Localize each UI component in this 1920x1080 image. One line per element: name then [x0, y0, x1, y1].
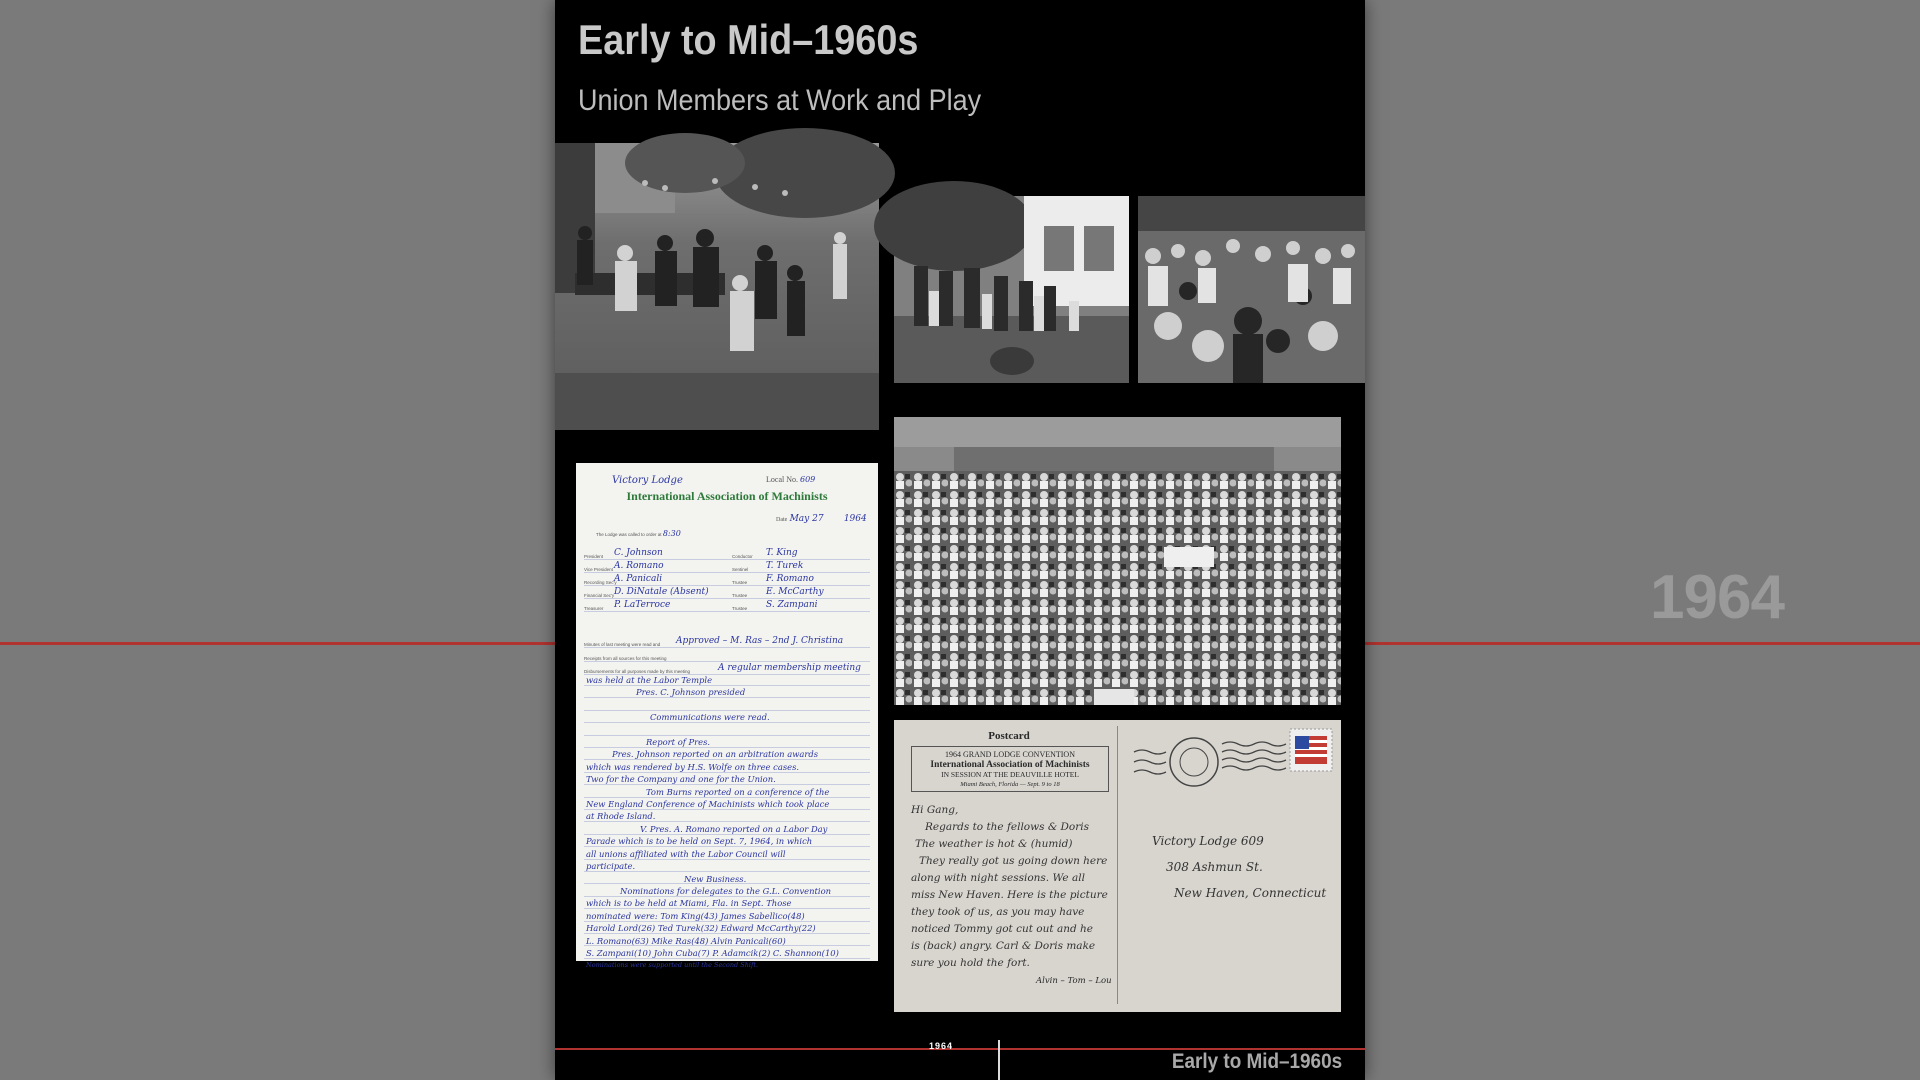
- photo-convention-hall-audience: [894, 417, 1341, 705]
- footer-title: Early to Mid–1960s: [1171, 1050, 1342, 1073]
- doc-call-to-order-label: The Lodge was called to order at: [596, 532, 662, 537]
- doc-officer-label: President: [584, 554, 604, 559]
- doc-officer-label: Conductor: [732, 554, 753, 559]
- postcard-signature: Alvin – Tom – Lou: [1036, 976, 1112, 986]
- postcard-box-line: International Association of Machinists: [930, 760, 1090, 770]
- page-title: Early to Mid–1960s: [578, 16, 919, 63]
- doc-minutes-value: Approved – M. Ras – 2nd J. Christina: [676, 636, 844, 646]
- convention-postcard: [894, 720, 1341, 1012]
- footer-year-marker: [998, 1040, 1000, 1080]
- doc-receipts-label: Receipts from all sources for this meeting: [584, 656, 667, 661]
- photo-crowd-gathering: [1138, 196, 1365, 383]
- doc-date-year: 1964: [843, 514, 867, 524]
- footer-year: 1964: [929, 1041, 954, 1051]
- postcard-box-line: 1964 GRAND LODGE CONVENTION: [945, 750, 1075, 759]
- postcard-message-line: They really got us going down here: [919, 855, 1108, 867]
- postcard-message-line: The weather is hot & (humid): [915, 838, 1073, 850]
- postcard-divider: [1117, 726, 1118, 1004]
- doc-text-line: Nominations were supported until the Second Shift.: [586, 961, 759, 970]
- doc-officer-label: Financial Sec'y: [584, 593, 615, 598]
- doc-ruled-line: [584, 661, 870, 662]
- doc-text-line: Pres. C. Johnson presided: [636, 687, 746, 698]
- doc-text-line: [586, 724, 872, 736]
- postcard-address: [1152, 828, 1337, 906]
- postcard-heading: Postcard: [988, 730, 1030, 742]
- doc-text-line: V. Pres. A. Romano reported on a Labor Day: [640, 823, 828, 834]
- doc-lodge-number-label: Local No.: [766, 475, 798, 484]
- doc-disbursements-value: A regular membership meeting: [718, 663, 861, 673]
- doc-ruled-line: [584, 647, 870, 648]
- doc-officer-value: C. Johnson: [614, 548, 663, 558]
- postcard-message-line: is (back) angry. Carl & Doris make: [911, 940, 1096, 952]
- doc-text-line: at Rhode Island.: [586, 811, 656, 822]
- doc-text-line: S. Zampani(10) John Cuba(7) P. Adamcik(2) C. Shannon(10): [586, 947, 839, 958]
- doc-officer-label: Trustee: [732, 580, 748, 585]
- doc-officer-value: T. King: [766, 548, 798, 558]
- postcard-message-line: along with night sessions. We all: [911, 872, 1085, 884]
- doc-officer-value: A. Romano: [614, 561, 664, 571]
- doc-organization: International Association of Machinists: [626, 489, 828, 503]
- doc-text-line: Communications were read.: [650, 712, 770, 723]
- doc-text-line: Nominations for delegates to the G.L. Convention: [620, 885, 832, 896]
- doc-ruled-line: [584, 598, 870, 599]
- postcard-message-line: Regards to the fellows & Doris: [925, 821, 1090, 833]
- doc-lodge-name: Victory Lodge: [612, 475, 683, 486]
- doc-officer-value: A. Panicali: [614, 574, 663, 584]
- doc-lodge-number-value: 609: [800, 475, 816, 484]
- doc-officer-label: Sentinel: [732, 567, 749, 572]
- doc-call-to-order: [596, 529, 681, 538]
- doc-text-line: Harold Lord(26) Ted Turek(32) Edward McCarthy(22): [586, 923, 816, 934]
- side-year-label: 1964: [1650, 563, 1784, 632]
- document-page: [555, 0, 1365, 1080]
- doc-officer-label: Recording Sec'y: [584, 580, 617, 585]
- postcard-address-line: 308 Ashmun St.: [1166, 860, 1263, 874]
- doc-officer-value: D. DiNatale (Absent): [614, 587, 709, 597]
- doc-officer-value: P. LaTerroce: [614, 600, 671, 610]
- photo-picnic-food-table: [555, 143, 879, 430]
- doc-text-line: was held at the Labor Temple: [586, 675, 713, 685]
- flag-stamp-icon: [1289, 728, 1333, 772]
- doc-time: 8:30: [662, 529, 681, 538]
- photo-crowd-outside-house: [894, 196, 1129, 383]
- postcard-message-line: Hi Gang,: [911, 804, 959, 816]
- postcard-message-line: sure you hold the fort.: [911, 957, 1030, 969]
- doc-text-line: participate.: [586, 861, 636, 872]
- doc-text-line: [586, 699, 872, 711]
- doc-officer-value: F. Romano: [766, 574, 814, 584]
- doc-text-line: which is to be held at Miami, Fla. in Sept. Those: [586, 898, 792, 909]
- doc-minutes-label: Minutes of last meeting were read and: [584, 642, 661, 647]
- doc-date: [776, 513, 867, 524]
- doc-text-line: nominated were: Tom King(43) James Sabellico(48): [586, 910, 805, 921]
- page-subtitle: Union Members at Work and Play: [578, 84, 982, 117]
- doc-officer-value: E. McCarthy: [766, 587, 824, 597]
- doc-text-line: New Business.: [684, 873, 747, 884]
- doc-text-line: New England Conference of Machinists which took place: [586, 799, 830, 810]
- doc-text-line: Parade which is to be held on Sept. 7, 1964, in which: [586, 836, 813, 847]
- postcard-convention-box: [911, 746, 1109, 792]
- doc-ruled-line: [584, 572, 870, 573]
- doc-text-line: all unions affiliated with the Labor Council will: [586, 848, 786, 859]
- doc-ruled-line: [584, 559, 870, 560]
- postcard-message-line: noticed Tommy got cut out and he: [911, 923, 1094, 935]
- postcard-box-line: Miami Beach, Florida — Sept. 9 to 18: [960, 781, 1060, 788]
- postcard-message-line: miss New Haven. Here is the picture: [911, 889, 1108, 901]
- doc-lodge-number: [766, 475, 815, 484]
- postcard-box-line: IN SESSION AT THE DEAUVILLE HOTEL: [941, 770, 1079, 779]
- doc-officer-value: T. Turek: [766, 561, 804, 571]
- doc-date-label: Date: [776, 517, 788, 523]
- doc-text-line: L. Romano(63) Mike Ras(48) Alvin Panicali(60): [586, 935, 786, 946]
- doc-disbursements-label: Disbursements for all purposes made by this meeting: [584, 669, 691, 674]
- doc-ruled-line: [584, 611, 870, 612]
- postcard-address-line: Victory Lodge 609: [1152, 834, 1264, 848]
- doc-text-line: which was rendered by H.S. Wolfe on three cases.: [586, 761, 800, 772]
- doc-officer-label: Treasurer: [584, 606, 604, 611]
- postmark-icon: [1134, 732, 1294, 792]
- postcard-message: [911, 802, 1116, 972]
- doc-officer-label: Trustee: [732, 593, 748, 598]
- doc-text-line: Pres. Johnson reported on an arbitration awards: [612, 749, 819, 760]
- doc-officer-value: S. Zampani: [766, 600, 818, 610]
- doc-text-line: Tom Burns reported on a conference of the: [646, 786, 830, 797]
- postcard-address-line: New Haven, Connecticut: [1174, 886, 1327, 900]
- doc-date-value: May 27: [789, 514, 824, 524]
- doc-minutes-body: [586, 674, 872, 972]
- doc-text-line: Two for the Company and one for the Union.: [586, 774, 776, 785]
- doc-ruled-line: [584, 585, 870, 586]
- postcard-message-line: they took of us, as you may have: [911, 906, 1085, 918]
- meeting-minutes-document: [576, 463, 878, 970]
- doc-text-line: Report of Pres.: [646, 737, 711, 748]
- doc-officer-label: Trustee: [732, 606, 748, 611]
- doc-officer-label: Vice President: [584, 567, 613, 572]
